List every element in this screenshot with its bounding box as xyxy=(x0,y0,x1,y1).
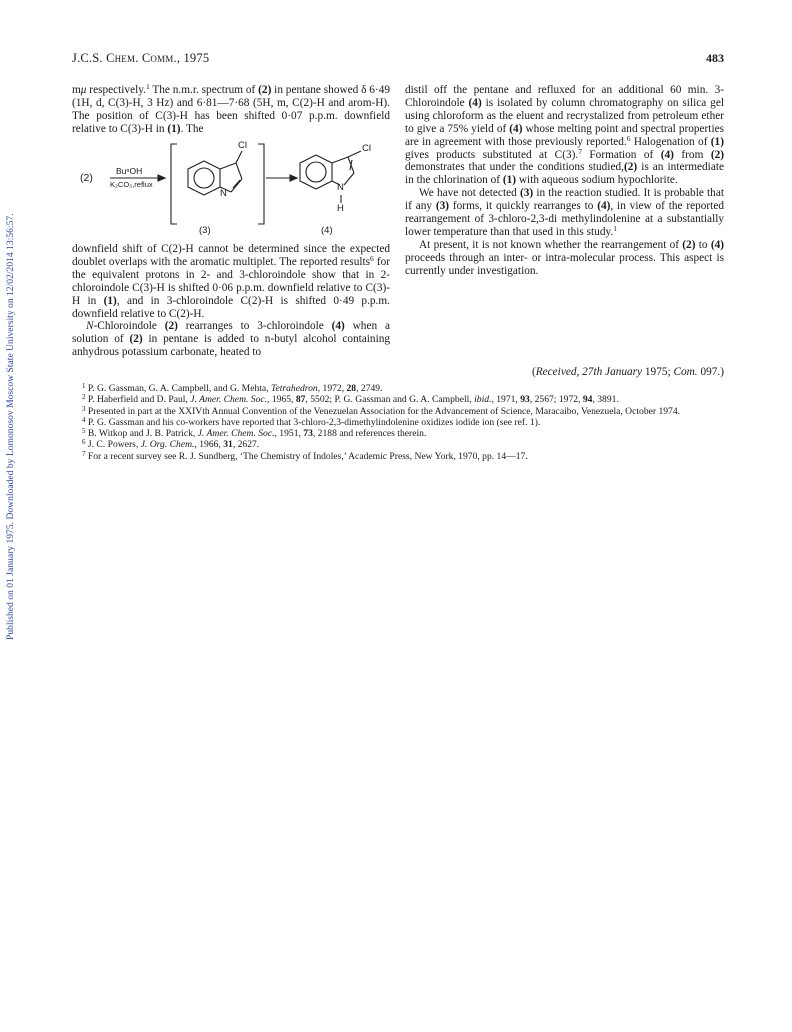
references-list xyxy=(72,383,724,462)
reference-item xyxy=(72,406,724,417)
scheme-start-label: (2) xyxy=(80,172,93,184)
reference-number: 1 xyxy=(82,382,86,390)
reference-text: P. G. Gassman, G. A. Campbell, and G. Mehta, xyxy=(87,383,271,394)
reference-text: , 1971, xyxy=(491,394,521,406)
scheme-cl-label-4: Cl xyxy=(362,143,371,154)
reference-text: , 2627. xyxy=(232,439,260,451)
reference-number: 6 xyxy=(82,438,86,447)
reference-text: 93 xyxy=(520,394,530,406)
reaction-scheme xyxy=(76,139,386,239)
reference-text: J. Org. Chem. xyxy=(140,439,195,451)
page-header xyxy=(72,51,724,69)
reference-text: , 3891. xyxy=(592,394,619,406)
download-watermark-text: Published on 01 January 1975. Downloaded by Lomonosov Moscow State University on 12/02/2014 13:56:57. xyxy=(5,213,16,640)
scheme-compound-label-3: (3) xyxy=(199,225,211,236)
reference-text: , 2188 and references therein. xyxy=(312,428,427,440)
reference-item xyxy=(72,428,724,439)
reference-text: B. Witkop and J. B. Patrick, xyxy=(87,428,198,440)
reference-item xyxy=(72,394,724,405)
journal-name: J.C.S. Chem. Comm., 1975 xyxy=(72,51,210,65)
page-number: 483 xyxy=(706,51,724,65)
reference-text: 28 xyxy=(346,383,357,394)
reference-number: 7 xyxy=(82,449,86,458)
reference-text: , 1966, xyxy=(194,439,224,451)
scheme-compound-label-4: (4) xyxy=(321,225,333,236)
download-watermark xyxy=(2,160,20,640)
reference-number: 5 xyxy=(82,427,86,436)
scheme-h-label-4: H xyxy=(337,203,344,214)
reference-text: Presented in part at the XXIVth Annual Convention of the Venezuelan Association for the Advancement of Science, Maracaibo, Venezuela, October 1974. xyxy=(87,405,681,417)
reference-text: , 5502; P. G. Gassman and G. A. Campbell, xyxy=(305,394,475,406)
reference-text: , 1965, xyxy=(267,394,296,406)
reference-text: , 2749. xyxy=(356,383,383,394)
reference-text: P. G. Gassman and his co-workers have reported that 3-chloro-2,3-dimethylindolenine oxidizes iodide ion (see ref. 1). xyxy=(87,416,541,428)
reference-text: P. Haberfield and D. Paul, xyxy=(87,394,191,406)
scheme-reagent-top: BuⁿOH xyxy=(116,166,143,176)
reference-text: , 2567; 1972, xyxy=(529,394,583,406)
paragraph: N-Chloroindole (2) rearranges to 3-chloroindole (4) when a solution of (2) in pentane is added to n-butyl alcohol containing anhydrous potassium carbonate, heated to xyxy=(72,320,391,359)
left-column-bottom xyxy=(72,243,390,359)
reference-text: J. C. Powers, xyxy=(87,439,141,451)
reference-text: Tetrahedron xyxy=(270,383,318,394)
paragraph: downfield shift of C(2)-H cannot be determined since the expected doublet overlaps with the aromatic multiplet. The reported results$^6$ for the equivalent protons in 2- and 3-chloroindole show that in 2-chloroindole C(3)-H is shifted 0·06 p.p.m. downfield relative to C(3)-H in (1), and in 3-chloroindole C(2)-H is shifted 0·49 p.p.m. downfield relative to C(2)-H. xyxy=(72,243,390,320)
paragraph: At present, it is not known whether the rearrangement of (2) to (4) proceeds through an inter- or intra-molecular process. This aspect is currently under investigation. xyxy=(405,238,725,277)
scheme-n-label-4: N xyxy=(337,182,344,193)
reference-text: J. Amer. Chem. Soc. xyxy=(197,428,275,440)
scheme-n-label-3: N xyxy=(220,188,227,199)
reference-text: For a recent survey see R. J. Sundberg, ‘The Chemistry of Indoles,’ Academic Press, New York, 1970, pp. 14—17. xyxy=(87,450,528,462)
reference-text: J. Amer. Chem. Soc. xyxy=(190,394,268,406)
paragraph: mμ respectively.$^1$ The n.m.r. spectrum of (2) in pentane showed δ 6·49 (1H, d, C(3)-H, 3 Hz) and 6·81—7·68 (5H, m, C(2)-H and arom-H). The position of C(3)-H has been shifted 0·07 p.p.m. downfield relative to C(3)-H in (1). The xyxy=(72,82,390,135)
reference-number: 4 xyxy=(82,415,86,424)
right-column xyxy=(405,84,724,278)
scheme-cl-label-3: Cl xyxy=(238,140,247,151)
reference-item xyxy=(72,451,724,462)
reference-item xyxy=(72,417,724,428)
scheme-reagent-bottom: K₂CO₃,reflux xyxy=(110,180,153,189)
paragraph: distil off the pentane and refluxed for an additional 60 min. 3-Chloroindole (4) is isolated by column chromatography on silica gel using chloroform as the eluent and recrystalized from petroleum ether to give a 75% yield of (4) whose melting point and spectral properties are in agreement with those previously reported.$^6$ Halogenation of (1) gives products substituted at C(3).$^7$ Formation of (4) from (2) demonstrates that under the conditions studied,(2) is an intermediate in the chlorination of (1) with aqueous sodium hypochlorite. xyxy=(405,84,724,187)
reference-text: 87 xyxy=(295,394,306,406)
received-date: (Received, 27th January 1975; Com. 097.) xyxy=(531,366,724,378)
reference-number: 2 xyxy=(82,393,86,402)
reference-number: 3 xyxy=(82,404,86,413)
left-column-top xyxy=(72,84,390,136)
reference-text: ibid. xyxy=(474,394,492,406)
reference-text: 94 xyxy=(582,394,593,406)
reference-text: 73 xyxy=(303,428,313,440)
paragraph: We have not detected (3) in the reaction studied. It is probable that if any (3) forms, it quickly rearranges to (4), in view of the reported rearrangement of 3-chloro-2,3-di methylindolenine at a substantially lower temperature than that used in this study.$^1$ xyxy=(405,187,724,238)
reference-text: , 1951, xyxy=(274,428,304,440)
reference-item xyxy=(72,439,724,450)
reference-text: , 1972, xyxy=(317,383,347,394)
reference-item xyxy=(72,383,724,394)
reference-text: 31 xyxy=(223,439,233,451)
